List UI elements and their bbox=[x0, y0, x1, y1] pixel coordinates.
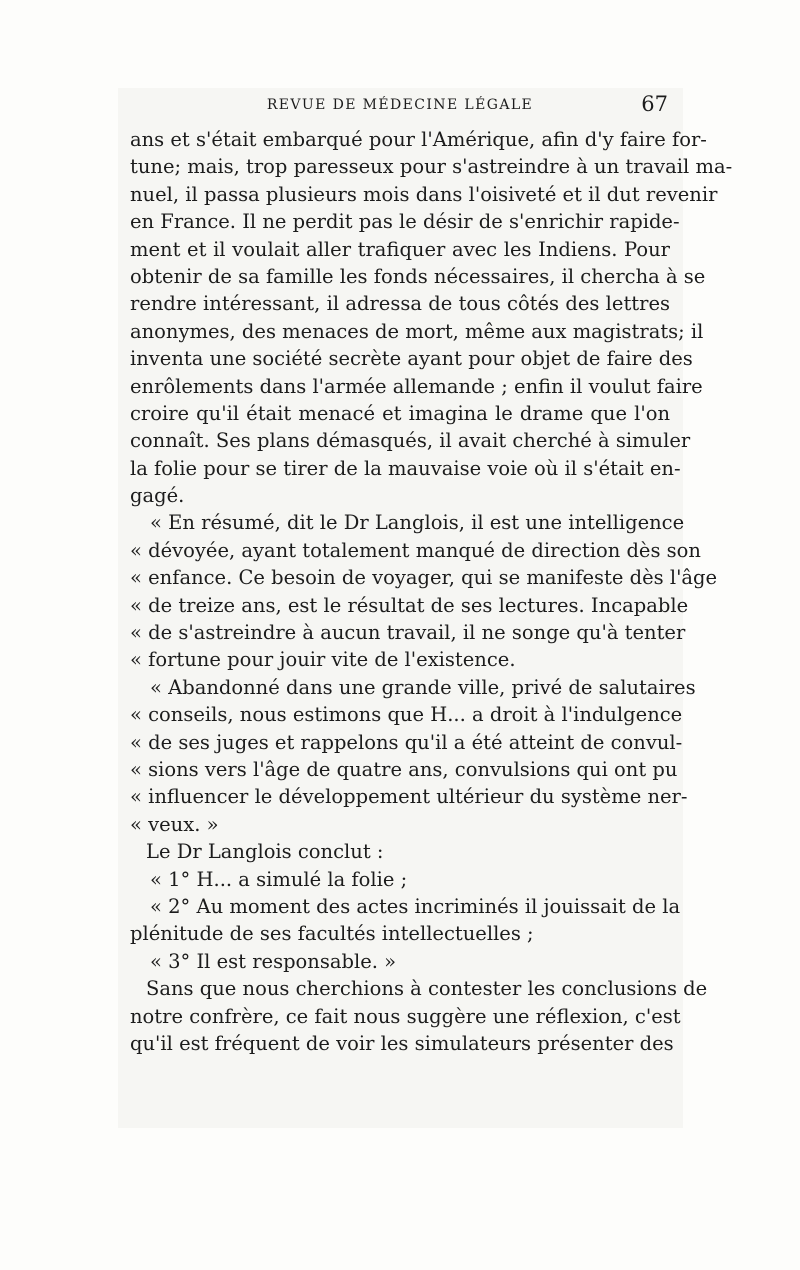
paragraph bbox=[130, 948, 670, 975]
text-line: « veux. » bbox=[130, 812, 219, 836]
text-line: gagé. bbox=[130, 484, 185, 508]
text-line: « 1° H... a simulé la folie ; bbox=[150, 867, 408, 891]
text-line: anonymes, des menaces de mort, même aux magistrats; il bbox=[130, 319, 704, 343]
text-line: « En résumé, dit le Dr Langlois, il est une intelligence bbox=[150, 511, 685, 535]
text-line: la folie pour se tirer de la mauvaise voie où il s'était en- bbox=[130, 456, 681, 480]
text-line: connaît. Ses plans démasqués, il avait cherché à simuler bbox=[130, 429, 691, 453]
text-line: « Abandonné dans une grande ville, privé de salutaires bbox=[150, 675, 696, 699]
text-line: nuel, il passa plusieurs mois dans l'oisiveté et il dut revenir bbox=[130, 182, 718, 206]
text-line: ans et s'était embarqué pour l'Amérique, afin d'y faire for- bbox=[130, 128, 707, 151]
text-line: notre confrère, ce fait nous suggère une réflexion, c'est bbox=[130, 1004, 681, 1028]
text-line: Sans que nous cherchions à contester les conclusions de bbox=[146, 977, 708, 1001]
page-header bbox=[130, 92, 670, 120]
text-line: « 2° Au moment des actes incriminés il jouissait de la bbox=[150, 894, 681, 918]
text-line: qu'il est fréquent de voir les simulateurs présenter des bbox=[130, 1031, 674, 1055]
paragraph bbox=[130, 838, 670, 865]
text-line: croire qu'il était menacé et imagina le drame que l'on bbox=[130, 401, 670, 425]
body-text bbox=[130, 126, 733, 1057]
paragraph bbox=[130, 126, 733, 509]
page-number: 67 bbox=[641, 92, 668, 116]
running-title: REVUE DE MÉDECINE LÉGALE bbox=[266, 97, 534, 113]
text-line: « influencer le développement ultérieur du système ner- bbox=[130, 785, 688, 809]
text-line: « conseils, nous estimons que H... a droit à l'indulgence bbox=[130, 703, 683, 727]
text-line: Le Dr Langlois conclut : bbox=[146, 840, 384, 864]
text-line: rendre intéressant, il adressa de tous côtés des lettres bbox=[130, 292, 670, 316]
text-line: « dévoyée, ayant totalement manqué de direction dès son bbox=[130, 538, 701, 562]
text-line: inventa une société secrète ayant pour objet de faire des bbox=[130, 347, 693, 371]
text-line: « de treize ans, est le résultat de ses lectures. Incapable bbox=[130, 593, 689, 617]
text-line: obtenir de sa famille les fonds nécessaires, il chercha à se bbox=[130, 264, 706, 288]
text-line: « 3° Il est responsable. » bbox=[150, 949, 397, 973]
paragraph bbox=[130, 509, 718, 673]
text-line: enrôlements dans l'armée allemande ; enfin il voulut faire bbox=[130, 374, 703, 398]
text-line: « enfance. Ce besoin de voyager, qui se manifeste dès l'âge bbox=[130, 566, 718, 590]
text-line: plénitude de ses facultés intellectuelles ; bbox=[130, 922, 534, 946]
text-line: tune; mais, trop paresseux pour s'astreindre à un travail ma- bbox=[130, 155, 733, 179]
paragraph bbox=[130, 975, 708, 1057]
text-line: « de ses juges et rappelons qu'il a été atteint de convul- bbox=[130, 730, 683, 754]
text-line: « fortune pour jouir vite de l'existence. bbox=[130, 648, 516, 672]
paragraph bbox=[130, 893, 681, 948]
paragraph bbox=[130, 866, 670, 893]
text-line: « sions vers l'âge de quatre ans, convulsions qui ont pu bbox=[130, 757, 678, 781]
paragraph bbox=[130, 674, 696, 838]
text-line: « de s'astreindre à aucun travail, il ne songe qu'à tenter bbox=[130, 621, 686, 645]
text-line: ment et il voulait aller trafiquer avec les Indiens. Pour bbox=[130, 237, 670, 261]
text-line: en France. Il ne perdit pas le désir de s'enrichir rapide- bbox=[130, 210, 680, 234]
